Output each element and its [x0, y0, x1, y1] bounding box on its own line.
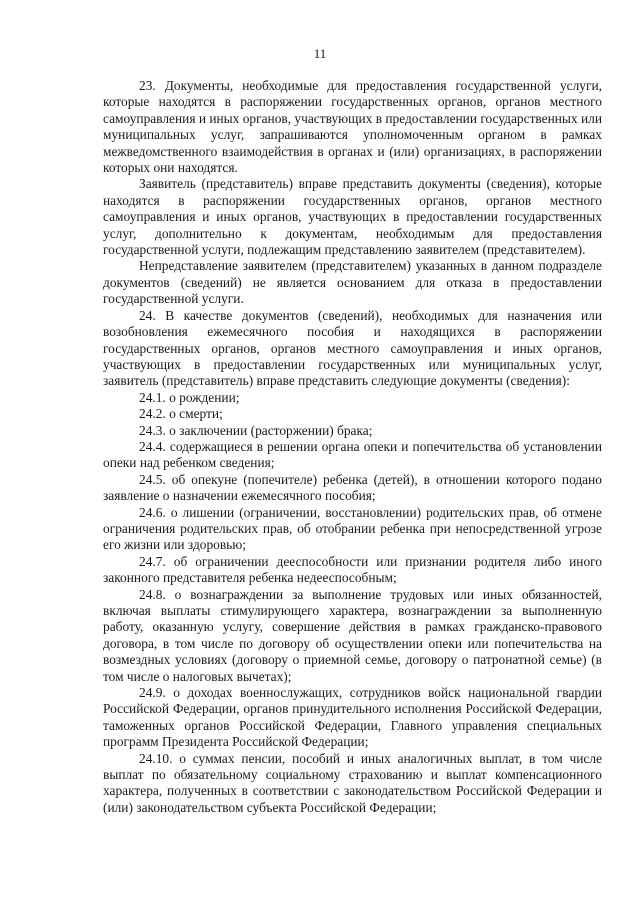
paragraph-24-5: 24.5. об опекуне (попечителе) ребенка (детей), в отношении которого подано заявление о назначении ежемесячного пособия;	[103, 471, 602, 504]
document-body	[103, 78, 602, 816]
paragraph-non-submission: Непредставление заявителем (представителем) указанных в данном подразделе документов (сведений) не является основанием для отказа в предоставлении государственной услуги.	[103, 258, 602, 307]
paragraph-24-4: 24.4. содержащиеся в решении органа опеки и попечительства об установлении опеки над ребенком сведения;	[103, 438, 602, 471]
paragraph-24-1: 24.1. о рождении;	[139, 389, 240, 405]
paragraph-24-9: 24.9. о доходах военнослужащих, сотрудников войск национальной гвардии Российской Федерации, органов принудительного исполнения Российской Федерации, таможенных органов Российской Федерации, Главного управления специальных программ Президента Российской Федерации;	[103, 685, 602, 750]
paragraph-24-2: 24.2. о смерти;	[139, 406, 223, 422]
paragraph-23: 23. Документы, необходимые для предоставления государственной услуги, которые находятся в распоряжении государственных органов, органов местного самоуправления и иных органов, участвующих в предоставлении государственных или муниципальных услуг, запрашиваются уполномоченным органом в рамках межведомственного взаимодействия в органах и (или) организациях, в распоряжении которых они находятся.	[103, 78, 602, 176]
paragraph-24: 24. В качестве документов (сведений), необходимых для назначения или возобновления ежемесячного пособия и находящихся в распоряжении государственных органов, органов местного самоуправления и иных органов, участвующих в предоставлении государственных или муниципальных услуг, заявитель (представитель) вправе представить следующие документы (сведения):	[103, 307, 602, 389]
paragraph-24-6: 24.6. о лишении (ограничении, восстановлении) родительских прав, об отмене ограничения родительских прав, об отобрании ребенка при непосредственной угрозе его жизни или здоровью;	[103, 504, 602, 553]
paragraph-24-7: 24.7. об ограничении дееспособности или признании родителя либо иного законного представителя ребенка недееспособным;	[103, 553, 602, 586]
paragraph-24-8: 24.8. о вознаграждении за выполнение трудовых или иных обязанностей, включая выплаты стимулирующего характера, вознаграждении за выполненную работу, оказанную услугу, совершение действия в рамках гражданско-правового договора, в том числе по договору об осуществлении опеки или попечительства на возмездных условиях (договору о приемной семье, договору о патронатной семье) (в том числе о налоговых вычетах);	[103, 586, 602, 684]
paragraph-24-10: 24.10. о суммах пенсии, пособий и иных аналогичных выплат, в том числе выплат по обязательному социальному страхованию и выплат компенсационного характера, полученных в соответствии с законодательством Российской Федерации и (или) законодательством субъекта Российской Федерации;	[103, 750, 602, 815]
paragraph-applicant-right: Заявитель (представитель) вправе представить документы (сведения), которые находятся в распоряжении государственных органов, органов местного самоуправления и иных органов, участвующих в предоставлении государственных услуг, дополнительно к документам, необходимым для предоставления государственной услуги, подлежащим представлению заявителем (представителем).	[103, 176, 602, 258]
paragraph-24-3: 24.3. о заключении (расторжении) брака;	[139, 422, 373, 438]
page-number: 11	[313, 46, 327, 61]
